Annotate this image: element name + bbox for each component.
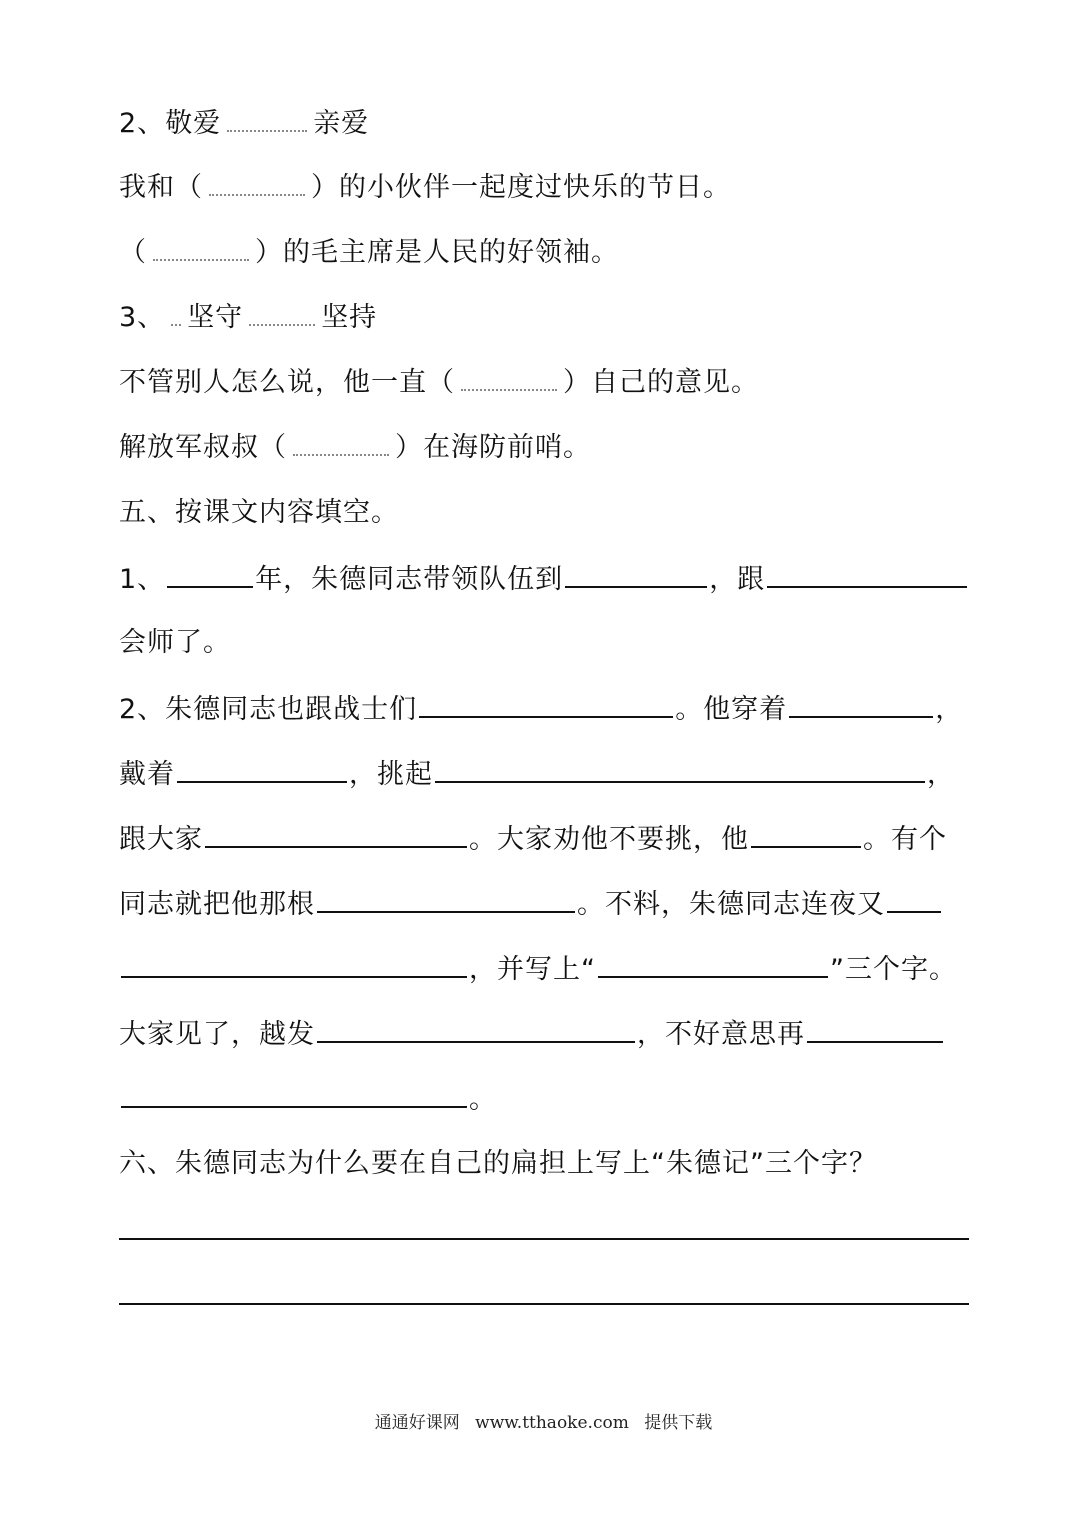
footer-note: 提供下载 [644, 1413, 713, 1433]
fill-in-blank[interactable] [209, 193, 305, 196]
fill-in-blank[interactable] [293, 453, 389, 456]
answer-blank[interactable] [167, 560, 253, 588]
q5-line-3 [119, 690, 963, 728]
line-text: ， [935, 694, 964, 725]
q5-line-8 [119, 1015, 945, 1053]
answer-blank[interactable] [598, 950, 828, 978]
answer-blank[interactable] [317, 885, 575, 913]
q5-line-1 [119, 560, 969, 598]
q5-line-4 [119, 755, 955, 793]
line-text: 2、朱德同志也跟战士们 [119, 694, 418, 725]
footer-site-name: 通通好课网 [374, 1413, 460, 1433]
q4-item3-line [119, 300, 377, 336]
sentence-text: 不管别人怎么说，他一直（ [119, 367, 455, 398]
answer-blank[interactable] [121, 950, 467, 978]
line-text: ，跟 [709, 564, 766, 595]
answer-blank[interactable] [177, 755, 347, 783]
line-text: 。有个 [863, 824, 947, 855]
line-text: ，挑起 [349, 759, 433, 790]
line-text: ， [927, 759, 955, 790]
line-text: 会师了。 [119, 627, 231, 658]
line-text: 。 [469, 1084, 497, 1115]
answer-blank[interactable] [565, 560, 707, 588]
sentence-text: ）的小伙伴一起度过快乐的节日。 [311, 172, 731, 203]
answer-blank[interactable] [887, 885, 941, 913]
q4-sentence-2 [119, 235, 619, 271]
sentence-text: ）的毛主席是人民的好领袖。 [255, 237, 619, 268]
answer-blank[interactable] [751, 820, 861, 848]
line-text: 。他穿着 [675, 694, 788, 725]
q4-item2-line [119, 106, 369, 142]
answer-line-2[interactable] [119, 1303, 969, 1305]
sentence-text: 我和（ [119, 172, 203, 203]
line-text: 大家见了，越发 [119, 1019, 315, 1050]
line-text: ”三个字。 [830, 954, 957, 985]
word-option-b: 亲爱 [313, 108, 370, 139]
dotted-separator [249, 323, 315, 326]
line-text: 戴着 [119, 759, 175, 790]
word-option-b: 坚持 [321, 302, 378, 333]
dotted-separator [227, 129, 307, 132]
sentence-text: ）在海防前哨。 [395, 432, 591, 463]
word-option-a: 敬爱 [165, 108, 222, 139]
line-text: 跟大家 [119, 824, 203, 855]
line-text: ，不好意思再 [637, 1019, 805, 1050]
q4-sentence-3 [119, 365, 759, 401]
q4-sentence-4 [119, 430, 591, 466]
answer-blank[interactable] [435, 755, 925, 783]
answer-blank[interactable] [317, 1015, 635, 1043]
section-six-heading: 六、朱德同志为什么要在自己的扁担上写上“朱德记”三个字？ [119, 1148, 877, 1179]
item-number: 3、 [119, 302, 166, 333]
answer-blank[interactable] [121, 1080, 467, 1108]
q4-sentence-1 [119, 170, 731, 206]
q5-line-5 [119, 820, 947, 858]
q5-line-2 [119, 625, 231, 661]
dotted-separator [171, 323, 181, 326]
item-number: 2、 [119, 108, 166, 139]
line-text: 同志就把他那根 [119, 889, 315, 920]
line-text: 。不料，朱德同志连夜又 [577, 889, 885, 920]
word-option-a: 坚守 [187, 302, 244, 333]
answer-blank[interactable] [767, 560, 967, 588]
line-text: 1、 [119, 564, 166, 595]
sentence-text: 解放军叔叔（ [119, 432, 287, 463]
page-footer [0, 1408, 1087, 1433]
line-text: 。大家劝他不要挑，他 [469, 824, 749, 855]
answer-line-1[interactable] [119, 1238, 969, 1240]
q5-line-7 [119, 950, 957, 988]
answer-blank[interactable] [205, 820, 467, 848]
q5-line-6 [119, 885, 943, 923]
answer-blank[interactable] [807, 1015, 943, 1043]
line-text: 年，朱德同志带领队伍到 [255, 564, 564, 595]
sentence-text: ）自己的意见。 [563, 367, 759, 398]
line-text: ，并写上“ [469, 954, 596, 985]
footer-url: www.tthaoke.com [475, 1413, 629, 1433]
q5-line-9 [119, 1080, 497, 1118]
fill-in-blank[interactable] [461, 388, 557, 391]
answer-blank[interactable] [789, 690, 933, 718]
fill-in-blank[interactable] [153, 258, 249, 261]
sentence-text: （ [119, 237, 147, 268]
section-five-heading: 五、按课文内容填空。 [119, 497, 399, 528]
answer-blank[interactable] [419, 690, 673, 718]
